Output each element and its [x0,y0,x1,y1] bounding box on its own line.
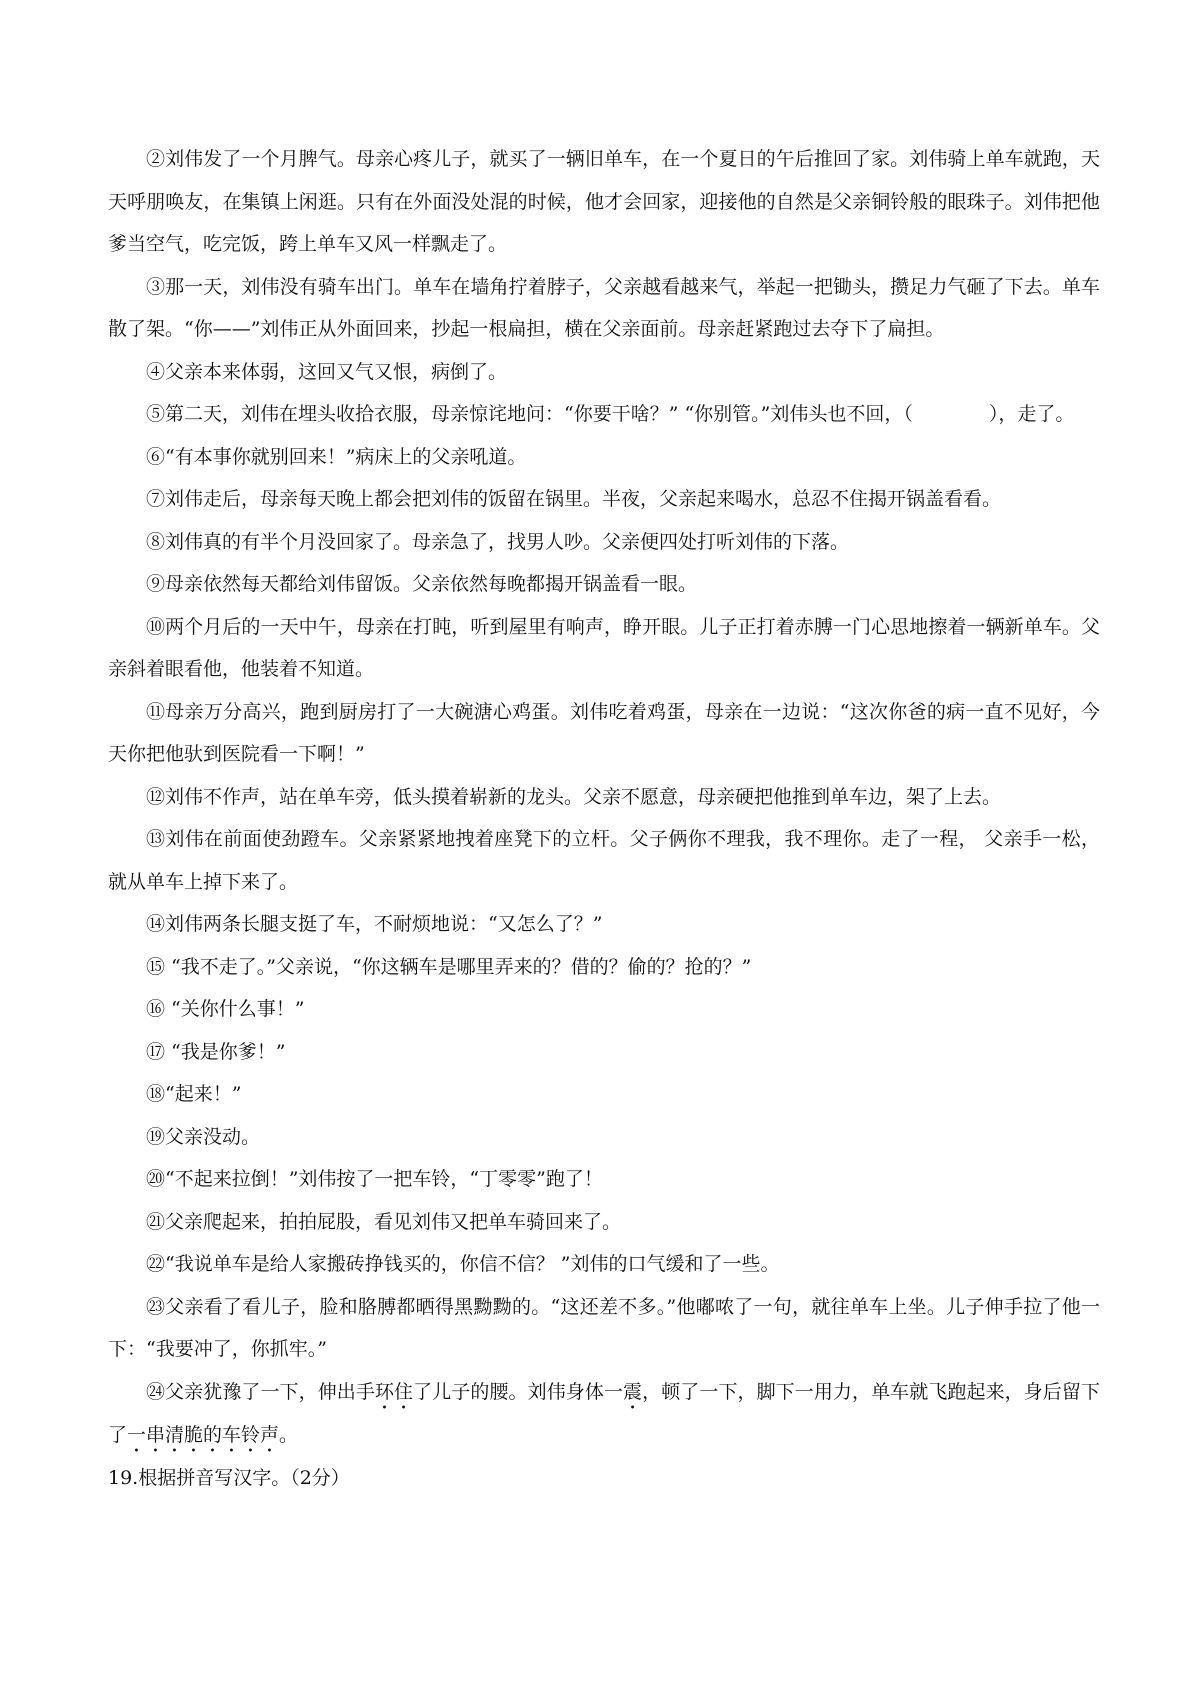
paragraph-17: ⑰ “我是你爹！” [146,1040,286,1063]
paragraph-11: ⑪母亲万分高兴，跑到厨房打了一大碗溏心鸡蛋。刘伟吃着鸡蛋，母亲在一边说：“这次你爸的病一直不见好，今天你把他驮到医院看一下啊！” [108,700,1100,765]
paragraph-13: ⑬刘伟在前面使劲蹬车。父亲紧紧地拽着座凳下的立杆。父子俩你不理我，我不理你。走了一程， 父亲手一松，就从单车上掉下来了。 [108,828,1100,893]
paragraph-23: ㉓父亲看了看儿子，脸和胳膊都晒得黑黝黝的。“这还差不多。”他嘟哝了一句，就往单车上坐。儿子伸手拉了他一下：“我要冲了，你抓牢。” [108,1295,1100,1360]
paragraph-24 [108,1371,1100,1457]
paragraph-7: ⑦刘伟走后，母亲每天晚上都会把刘伟的饭留在锅里。半夜，父亲起来喝水，总忍不住揭开锅盖看看。 [146,488,1002,510]
paragraph-10: ⑩两个月后的一天中午，母亲在打盹，听到屋里有响声，睁开眼。儿子正打着赤膊一门心思地擦着一辆新单车。父亲斜着眼看他，他装着不知道。 [108,615,1100,680]
paragraph-3: ③那一天，刘伟没有骑车出门。单车在墙角拧着脖子，父亲越看越来气，举起一把锄头，攒足力气砸了下去。单车散了架。“你——”刘伟正从外面回来，抄起一根扁担，横在父亲面前。母亲赶紧跑过去夺下了扁担。 [108,275,1100,340]
paragraph-14: ⑭刘伟两条长腿支挺了车，不耐烦地说：“又怎么了？” [146,913,603,935]
paragraph-24-text-g: 。 [279,1423,299,1446]
paragraph-24-text-a: ㉔父亲犹豫了一下，伸出手 [146,1380,375,1403]
paragraph-2: ②刘伟发了一个月脾气。母亲心疼儿子，就买了一辆旧单车，在一个夏日的午后推回了家。刘伟骑上单车就跑，天天呼朋唤友，在集镇上闲逛。只有在外面没处混的时候，他才会回家，迎接他的自然是父亲铜铃般的眼珠子。刘伟把他爹当空气，吃完饭，跨上单车又风一样飘走了。 [108,148,1100,255]
paragraph-5: ⑤第二天，刘伟在埋头收拾衣服，母亲惊诧地问：“你要干啥？” “你别管。”刘伟头也不回，（ ），走了。 [146,403,1075,425]
reading-passage [108,138,1100,1457]
paragraph-19: ⑲父亲没动。 [146,1125,261,1148]
emphasis-mark-zhen: 震 [623,1380,643,1403]
paragraph-22: ㉒“我说单车是给人家搬砖挣钱买的，你信不信？ ”刘伟的口气缓和了一些。 [146,1253,780,1275]
paragraph-24-text-c: 了儿子的腰。刘伟身体一 [413,1380,624,1403]
paragraph-15: ⑮ “我不走了。”父亲说，“你这辆车是哪里弄来的？借的？偷的？抢的？” [146,955,752,978]
paragraph-12: ⑫刘伟不作声，站在单车旁，低头摸着崭新的龙头。父亲不愿意，母亲硬把他推到单车边，架了上去。 [146,785,1002,808]
paragraph-8: ⑧刘伟真的有半个月没回家了。母亲急了，找男人吵。父亲便四处打听刘伟的下落。 [146,530,850,553]
paragraph-20: ⑳“不起来拉倒！”刘伟按了一把车铃，“丁零零”跑了！ [146,1168,603,1190]
paragraph-6: ⑥“有本事你就别回来！”病床上的父亲吼道。 [146,445,527,468]
question-19: 19.根据拼音写汉字。（2分） [108,1466,350,1489]
paragraph-9: ⑨母亲依然每天都给刘伟留饭。父亲依然每晚都揭开锅盖看一眼。 [146,573,698,595]
paragraph-16: ⑯ “关你什么事！” [146,998,305,1020]
paragraph-4: ④父亲本来体弱，这回又气又恨，病倒了。 [146,360,508,383]
emphasis-mark-huanzhu: 环住 [374,1380,414,1403]
paragraph-18: ⑱“起来！” [146,1083,242,1105]
paragraph-21: ㉑父亲爬起来，拍拍屁股，看见刘伟又把单车骑回来了。 [146,1210,622,1233]
paragraph-24-text-e: ，顿了一下，脚下一用力，单车就飞跑起来，身后留下了 [108,1380,1100,1446]
emphasis-mark-cheling: 一串清脆的车铃声 [127,1423,280,1446]
